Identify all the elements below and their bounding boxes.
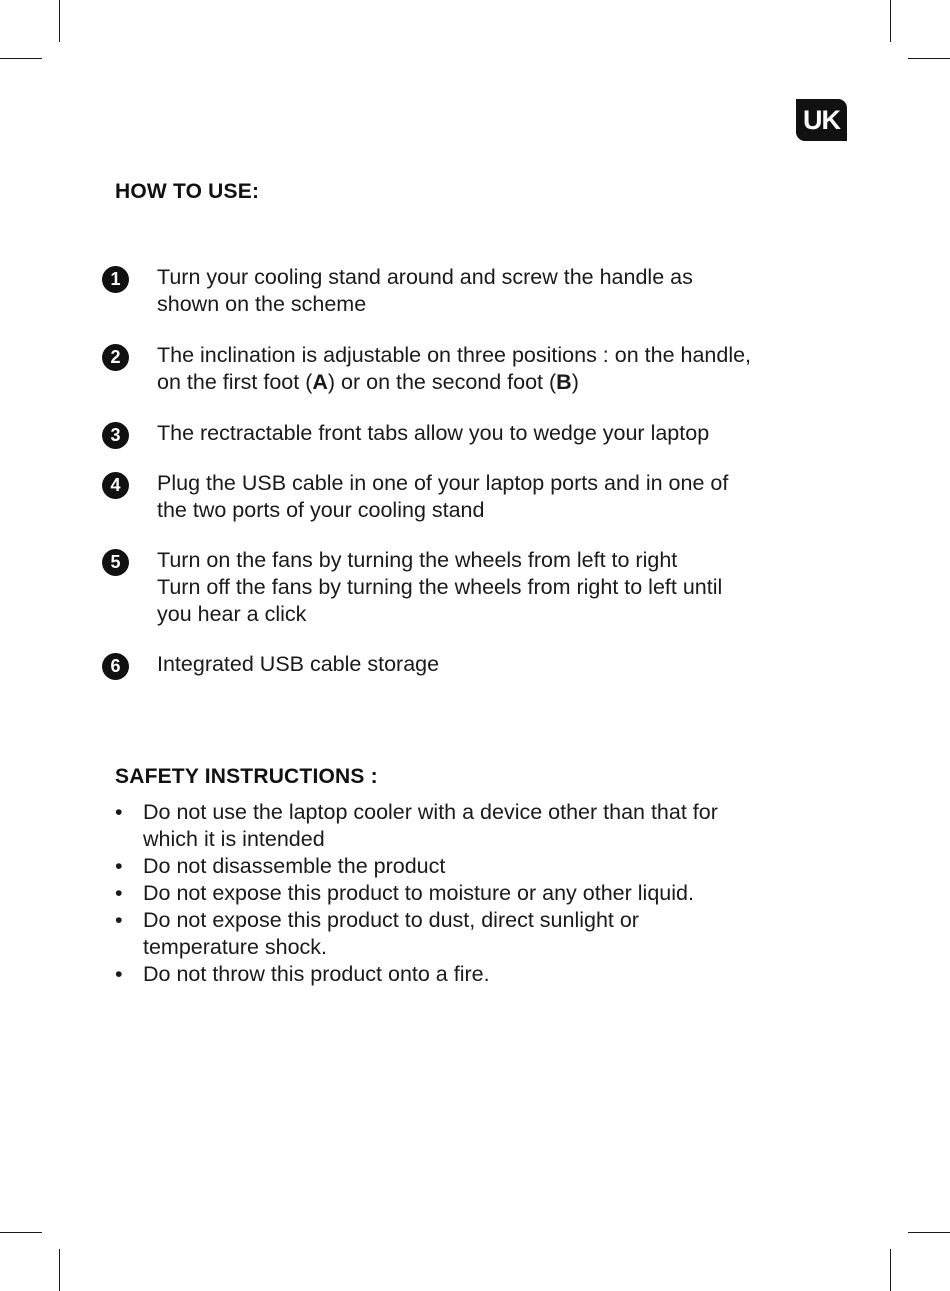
crop-mark-bottom-left-vertical	[59, 1249, 60, 1291]
list-item: • Do not use the laptop cooler with a device other than that for which it is intended	[115, 800, 718, 851]
step-number-badge: 3	[102, 422, 129, 449]
foot-b-label: B	[556, 370, 572, 394]
crop-mark-bottom-left-horizontal	[0, 1232, 42, 1233]
crop-mark-top-left-vertical	[59, 0, 60, 42]
step-number-badge: 6	[102, 653, 129, 680]
step-number-badge: 1	[102, 266, 129, 293]
how-to-use-heading: HOW TO USE:	[115, 180, 260, 203]
step-text: The rectractable front tabs allow you to wedge your laptop	[157, 421, 710, 445]
safety-list	[115, 799, 855, 988]
crop-mark-top-right-horizontal	[908, 58, 950, 59]
step-text: Plug the USB cable in one of your laptop ports and in one of the two ports of your cooling stand	[157, 471, 729, 522]
crop-mark-top-right-vertical	[890, 0, 891, 42]
bullet-icon: •	[115, 854, 123, 878]
step-text: Turn your cooling stand around and screw the handle as shown on the scheme	[157, 265, 693, 316]
bullet-icon: •	[115, 800, 123, 824]
safety-instructions-heading: SAFETY INSTRUCTIONS :	[115, 765, 378, 788]
step-number-badge: 2	[102, 344, 129, 371]
list-item: • Do not expose this product to moisture or any other liquid.	[115, 881, 694, 905]
list-item: • Do not disassemble the product	[115, 854, 446, 878]
foot-a-label: A	[312, 370, 328, 394]
crop-mark-top-left-horizontal	[0, 58, 42, 59]
list-item: • Do not expose this product to dust, direct sunlight or temperature shock.	[115, 908, 639, 959]
step-number-badge: 4	[102, 472, 129, 499]
step-number-badge: 5	[102, 549, 129, 576]
step-text: The inclination is adjustable on three positions : on the handle, on the first foot (A) or on the second foot (B)	[157, 343, 752, 394]
step-text: Integrated USB cable storage	[157, 652, 440, 676]
bullet-icon: •	[115, 881, 123, 905]
crop-mark-bottom-right-horizontal	[908, 1232, 950, 1233]
step-text: Turn on the fans by turning the wheels from left to right Turn off the fans by turning the wheels from right to left until you hear a click	[157, 548, 723, 626]
crop-mark-bottom-right-vertical	[890, 1249, 891, 1291]
list-item: • Do not throw this product onto a fire.	[115, 962, 490, 986]
bullet-icon: •	[115, 908, 123, 932]
language-badge: UK	[796, 99, 847, 141]
bullet-icon: •	[115, 962, 123, 986]
